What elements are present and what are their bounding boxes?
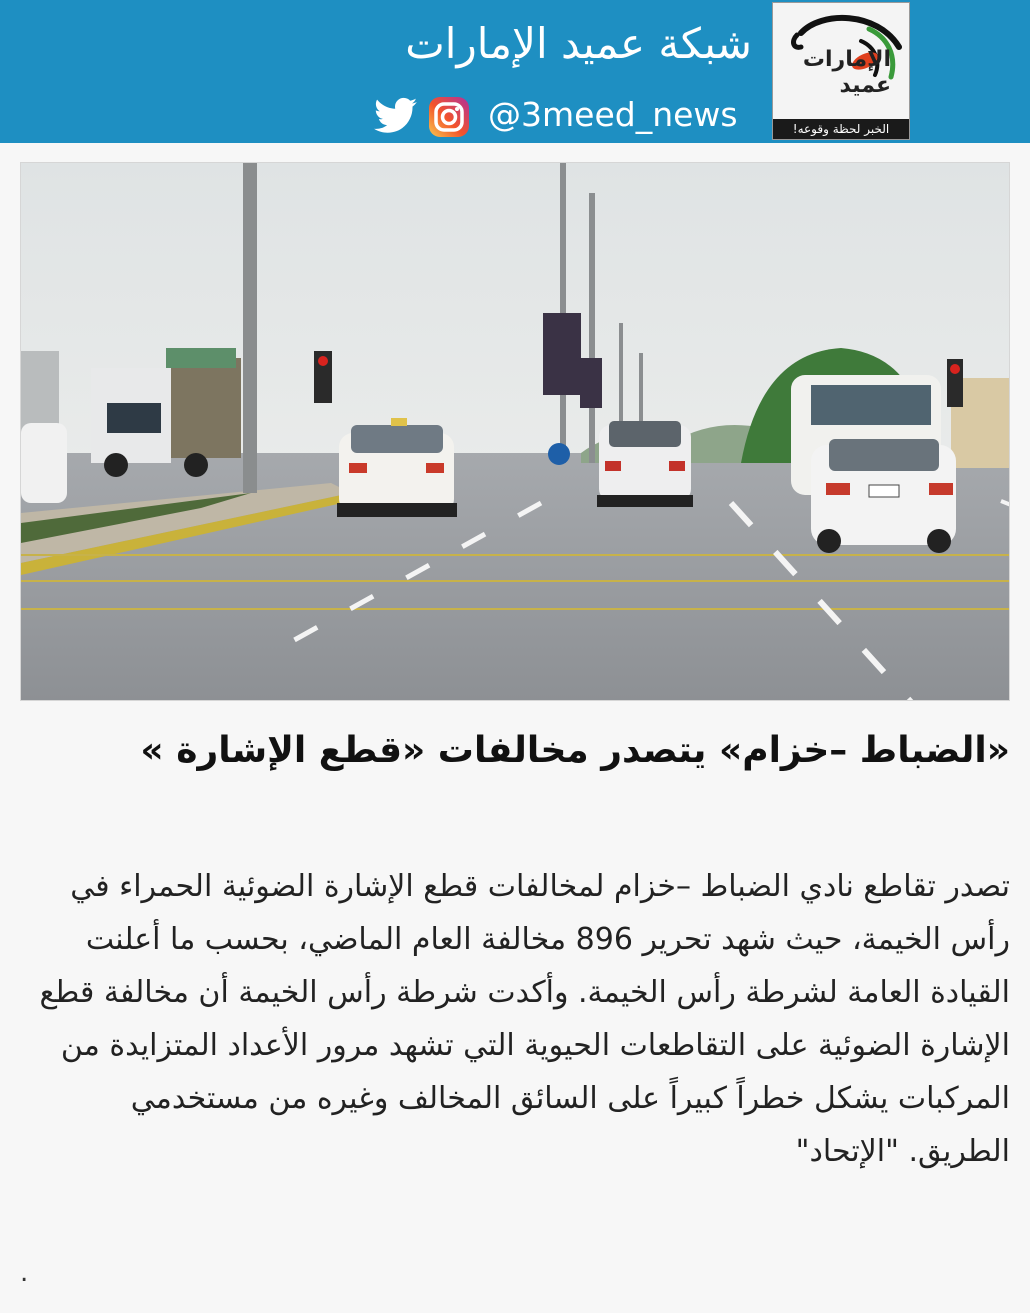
article-body: تصدر تقاطع نادي الضباط –خزام لمخالفات قطع الإشارة الضوئية الحمراء في رأس الخيمة، حيث شهد تحرير 896 مخالفة العام الماضي، بحسب ما أعلنت القيادة العامة لشرطة رأس الخيمة. وأكدت شرطة رأس الخيمة أن مخالفة قطع الإشارة الضوئية على التقاطعات الحيوية التي تشهد مرور الأعداد المتزايدة من المركبات يشكل خطراً كبيراً على السائق المخالف وغيره من مستخدمي الطريق. "الإتحاد" — [39, 869, 1010, 1169]
trailing-mark: . — [20, 1258, 29, 1288]
road-scene-illustration — [21, 163, 1010, 701]
logo-wordmark — [773, 47, 891, 99]
twitter-icon[interactable] — [374, 97, 418, 135]
social-handle[interactable]: @3meed_news — [488, 95, 738, 134]
brand-logo — [772, 2, 910, 140]
header-banner — [0, 0, 1030, 143]
logo-name-line2: عميد — [839, 73, 891, 98]
logo-tagline: الخبر لحظة وقوعه! — [773, 119, 909, 139]
instagram-icon[interactable] — [428, 96, 470, 138]
news-photo — [20, 162, 1010, 701]
logo-name-line1: الإمارات — [802, 47, 891, 72]
channel-title: شبكة عميد الإمارات — [405, 19, 752, 68]
article-headline: «الضباط –خزام» يتصدر مخالفات «قطع الإشارة » — [140, 730, 1010, 771]
